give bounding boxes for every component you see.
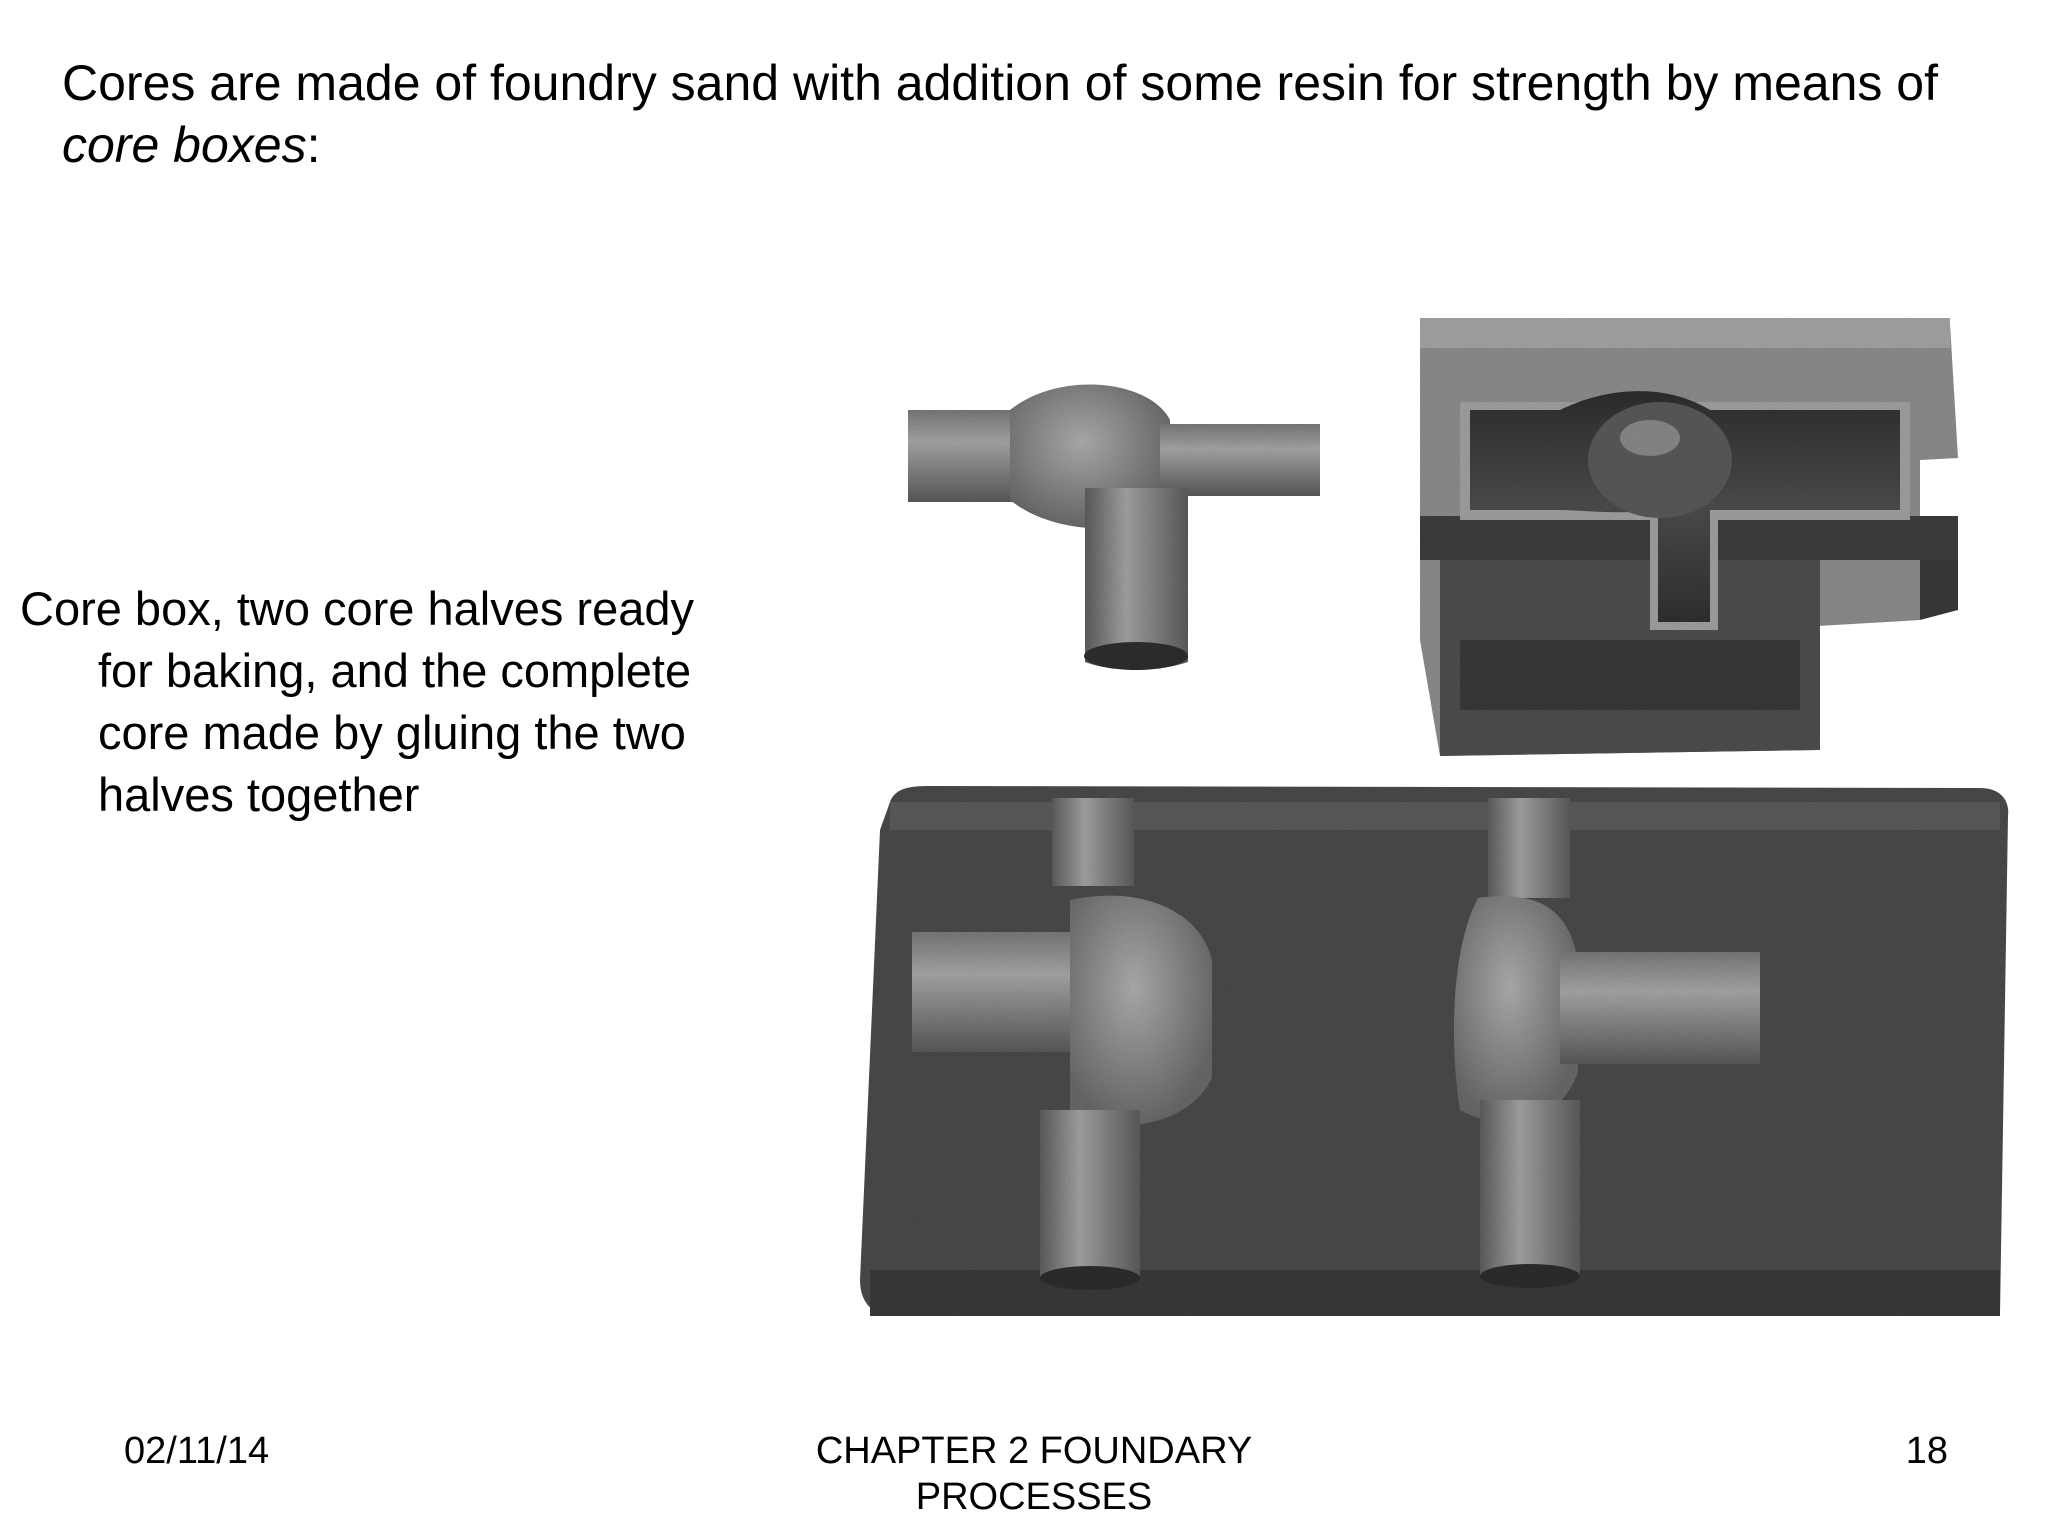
footer-date: 02/11/14 bbox=[124, 1430, 270, 1472]
intro-text: Cores are made of foundry sand with addition of some resin for strength by means of bbox=[62, 55, 1938, 111]
core-box-photo bbox=[860, 310, 2010, 1330]
intro-colon: : bbox=[306, 117, 321, 173]
core-halves-plate bbox=[860, 786, 2008, 1316]
caption-line: halves together bbox=[98, 768, 420, 821]
intro-emphasis: core boxes bbox=[62, 117, 307, 173]
core-box bbox=[1420, 318, 1958, 756]
footer-page-number: 18 bbox=[1905, 1430, 1948, 1472]
complete-core bbox=[908, 385, 1320, 670]
footer-title: CHAPTER 2 FOUNDARY PROCESSES bbox=[815, 1430, 1253, 1518]
caption-line: for baking, and the complete bbox=[98, 644, 692, 697]
photo-caption bbox=[20, 578, 780, 826]
caption-line: core made by gluing the two bbox=[98, 706, 686, 759]
caption-line: Core box, two core halves ready bbox=[20, 582, 694, 635]
intro-paragraph bbox=[62, 52, 2012, 176]
